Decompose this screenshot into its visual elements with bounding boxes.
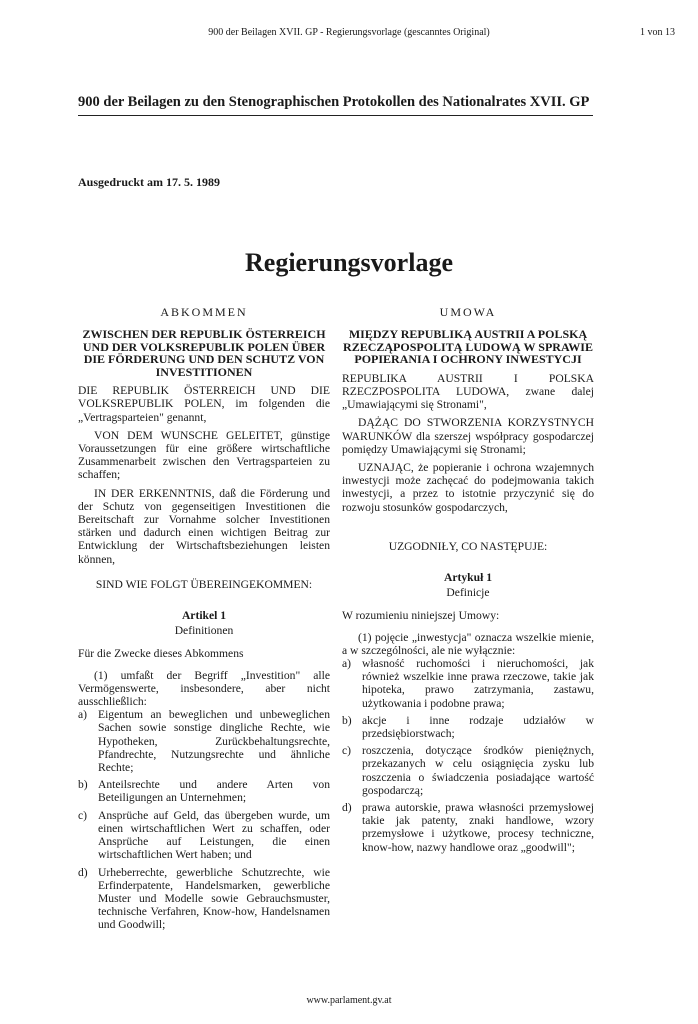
item-marker: b) — [342, 713, 352, 727]
agreed-formula-pl: UZGODNIŁY, CO NASTĘPUJE: — [388, 539, 548, 553]
article-title-pl: Artykuł 1 — [444, 570, 492, 584]
article-subtitle-pl: Definicje — [446, 586, 490, 600]
list-item — [78, 866, 330, 932]
page-number: 1 von 13 — [640, 27, 675, 38]
item-text: akcje i inne rodzaje udziałów w przedsiębiorstwach; — [362, 713, 594, 740]
preamble-paragraph-pl: REPUBLIKA AUSTRII I POLSKA RZECZPOSPOLITA LUDOWA, zwane dalej „Umawiającymi się Stronami", — [342, 371, 594, 412]
item-marker: d) — [342, 800, 352, 814]
item-text: własność ruchomości i nieruchomości, jak również wszelkie inne prawa rzeczowe, takie jak hipoteka, prawo zatrzymania, zastawu, użytkowania i podobne prawa; — [362, 656, 594, 710]
item-marker: c) — [78, 808, 88, 822]
item-marker: b) — [78, 778, 88, 792]
agreement-subheading-pl: MIĘDZY REPUBLIKĄ AUSTRII A POLSKĄ RZECZĄPOSPOLITĄ LUDOWĄ W SPRAWIE POPIERANIA I OCHRONY INWESTYCJI — [343, 327, 593, 367]
item-text: Urheberrechte, gewerbliche Schutzrechte, wie Erfinderpatente, Handelsmarken, gewerbliche Muster und Modelle sowie Gebrauchsmuster, technische Verfahren, Know-how, Handelsnamen und Goodwill; — [98, 865, 330, 932]
polish-column — [342, 300, 594, 858]
item-text: roszczenia, dotyczące środków pieniężnych, przekazanych w celu osiągnięcia zysku lub roszczenia o świadczenia posiadające wartość gospodarczą; — [362, 744, 594, 797]
preamble-paragraph-de: VON DEM WUNSCHE GELEITET, günstige Voraussetzungen für eine größere wirtschaftliche Zusammenarbeit zwischen den Vertragsparteien zu schaffen; — [78, 428, 330, 482]
article-subtitle-de: Definitionen — [174, 624, 234, 638]
list-item — [78, 778, 330, 804]
item-text: Ansprüche auf Geld, das übergeben wurde, um einen wirtschaftlichen Wert zu schaffen, oder Ansprüche auf Leistungen, die einen wirtschaftlichen Wert haben; und — [98, 808, 330, 862]
running-header-title: 900 der Beilagen XVII. GP - Regierungsvorlage (gescanntes Original) — [208, 27, 490, 38]
item-marker: d) — [78, 865, 88, 879]
preamble-paragraph-de: IN DER ERKENNTNIS, daß die Förderung und der Schutz von gegenseitigen Investitionen die Bereitschaft zur Vornahme solcher Investitionen stärken und dadurch einen wichtigen Beitrag zur Entwicklung der Wirtschaftsbeziehungen leisten können, — [78, 486, 330, 566]
document-title: Regierungsvorlage — [245, 248, 453, 277]
footer-url: www.parlament.gv.at — [306, 995, 392, 1006]
list-item — [342, 714, 594, 740]
preamble-paragraph-de: DIE REPUBLIK ÖSTERREICH UND DIE VOLKSREPUBLIK POLEN, im folgenden die „Vertragsparteien" genannt, — [78, 384, 330, 424]
article-title-de: Artikel 1 — [181, 609, 227, 623]
preamble-paragraph-pl: UZNAJĄC, że popieranie i ochrona wzajemnych inwestycji może zachęcać do podejmowania takich inwestycji, a przez to istotnie przyczynić się do rozwoju stosunków gospodarczych, — [342, 460, 594, 514]
agreement-heading-de: ABKOMMEN — [160, 305, 248, 319]
print-date: Ausgedruckt am 17. 5. 1989 — [78, 175, 221, 189]
item-text: Eigentum an beweglichen und unbeweglichen Sachen sowie sonstige dingliche Rechte, wie Hypotheken, Zurückbehaltungsrechte, Pfandrechte, Nutzungsrechte und ähnliche Rechte; — [98, 708, 330, 775]
clause-pl: (1) pojęcie „inwestycja" oznacza wszelkie mienie, a w szczególności, ale nie wyłącznie: — [342, 630, 594, 657]
article-intro-pl: W rozumieniu niniejszej Umowy: — [342, 609, 500, 623]
item-text: prawa autorskie, prawa własności przemysłowej takie jak patenty, znaki handlowe, wzory przemysłowe i użytkowe, procesy techniczne, know-how, nazwy handlowe oraz „goodwill"; — [362, 800, 594, 854]
article-intro-de: Für die Zwecke dieses Abkommens — [78, 647, 244, 661]
header-rule — [78, 115, 593, 116]
list-item — [78, 708, 330, 774]
german-column — [78, 300, 330, 936]
item-marker: a) — [78, 708, 88, 722]
list-item — [78, 809, 330, 862]
item-text: Anteilsrechte und andere Arten von Beteiligungen an Unternehmen; — [98, 778, 330, 805]
item-marker: c) — [342, 744, 352, 758]
preamble-paragraph-pl: DĄŻĄC DO STWORZENIA KORZYSTNYCH WARUNKÓW dla szerszej współpracy gospodarczej pomiędzy Umawiającymi się Stronami; — [342, 416, 594, 456]
item-marker: a) — [342, 656, 352, 670]
series-title: 900 der Beilagen zu den Stenographischen Protokollen des Nationalrates XVII. GP — [78, 94, 590, 110]
list-item — [342, 744, 594, 797]
definition-list-de — [78, 708, 330, 931]
clause-de: (1) umfaßt der Begriff „Investition" alle Vermögenswerte, insbesondere, aber nicht ausschließlich: — [78, 668, 330, 709]
definition-list-pl — [342, 657, 594, 854]
list-item — [342, 801, 594, 854]
agreement-heading-pl: UMOWA — [439, 305, 497, 319]
agreement-subheading-de: ZWISCHEN DER REPUBLIK ÖSTERREICH UND DER VOLKSREPUBLIK POLEN ÜBER DIE FÖRDERUNG UND DEN SCHUTZ VON INVESTITIONEN — [82, 327, 326, 379]
agreed-formula-de: SIND WIE FOLGT ÜBEREINGEKOMMEN: — [95, 577, 313, 591]
list-item — [342, 657, 594, 710]
